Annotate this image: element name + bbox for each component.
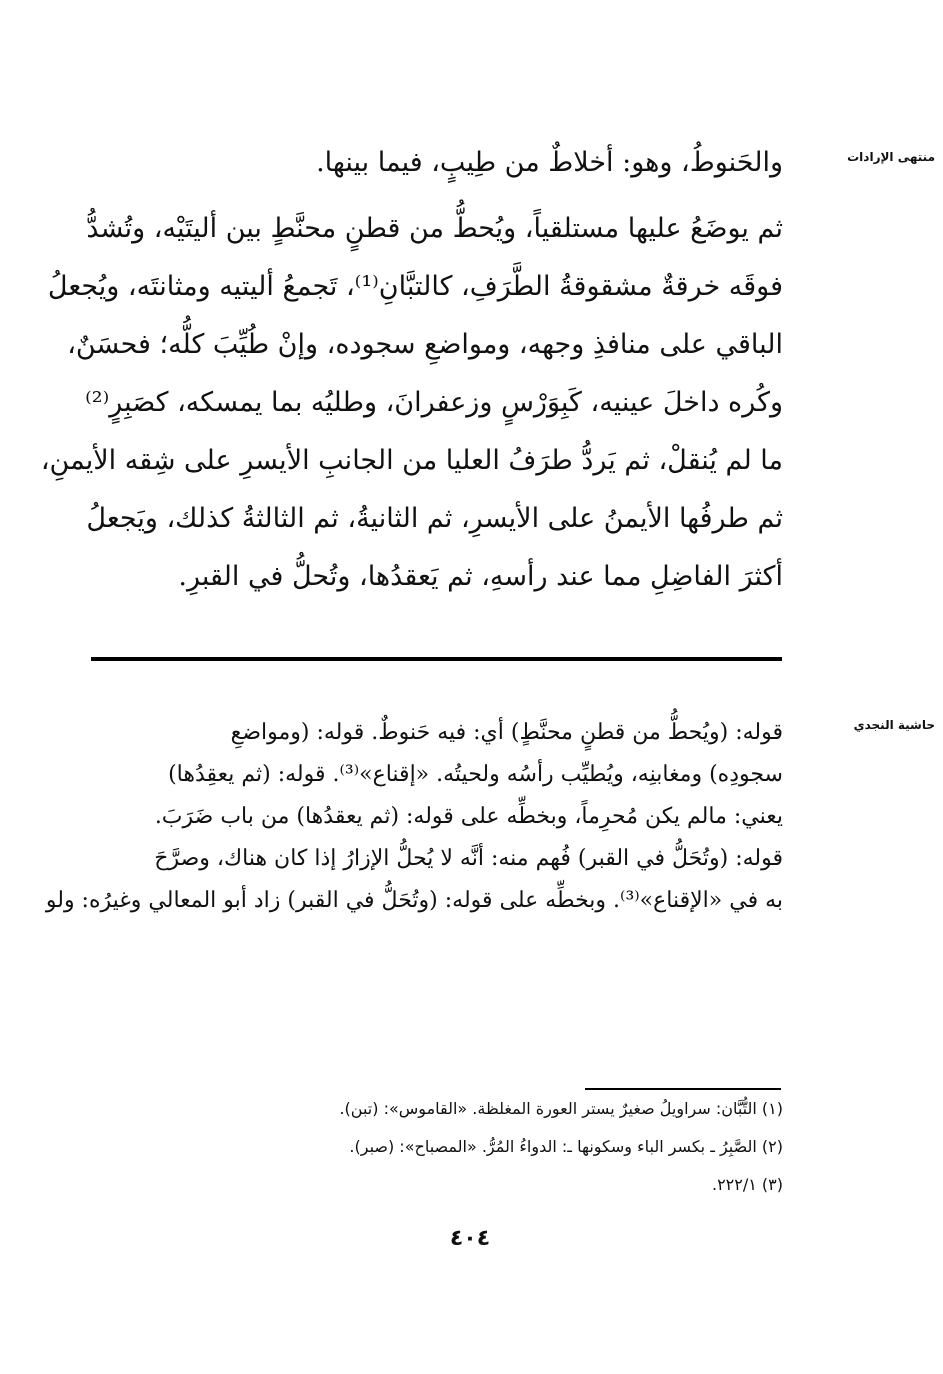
- main-text-line: ثم طرفُها الأيمنُ على الأيسرِ، ثم الثانيةُ، ثم الثالثةُ كذلك، ويَجعلُ: [86, 503, 783, 534]
- margin-label-commentary: حاشية النجدي: [853, 718, 935, 732]
- main-text-block: [40, 134, 783, 606]
- section-divider: [91, 657, 782, 661]
- commentary-line: سجودِه) ومغابنِه، ويُطيِّب رأسُه ولحيتُه. «إقناع»⁽³⁾. قوله: (ثم يعقِدُها): [168, 762, 783, 787]
- main-text-line: ثم يوضَعُ عليها مستلقياً، ويُحطُّ من قطنٍ محنَّطٍ بين أليتَيْه، وتُشدُّ: [86, 213, 783, 244]
- main-text-line: والحَنوطُ، وهو: أخلاطٌ من طِيبٍ، فيما بينها.: [316, 147, 783, 178]
- commentary-line: يعني: مالم يكن مُحرِماً، وبخطِّه على قوله: (ثم يعقدُها) من باب ضَرَبَ.: [154, 804, 783, 829]
- footnote: (٢) الصَّبِرُ ـ بكسر الباء وسكونها ـ: الدواءُ المُرُّ. «المصباح»: (صبر).: [349, 1137, 783, 1156]
- commentary-line: قوله: (ويُحطُّ من قطنٍ محنَّطٍ) أي: فيه حَنوطٌ. قوله: (ومواضعِ: [230, 720, 783, 745]
- main-text-line: أكثرَ الفاضِلِ مما عند رأسهِ، ثم يَعقدُها، وتُحلُّ في القبرِ.: [178, 561, 783, 592]
- main-text-line: ما لم يُنقلْ، ثم يَردُّ طرَفُ العليا من الجانبِ الأيسرِ على شِقه الأيمنِ،: [40, 445, 783, 476]
- footnotes: [163, 1090, 783, 1204]
- footnote: (١) التُّبَّان: سراويلُ صغيرٌ يستر العورة المغلظة. «القاموس»: (تبن).: [339, 1099, 783, 1118]
- commentary-block: [45, 712, 783, 922]
- commentary-line: به في «الإقناع»⁽³⁾. وبخطِّه على قوله: (وتُحَلُّ في القبر) زاد أبو المعالي وغيرُه: ولو: [45, 888, 783, 913]
- main-text-line: وكُره داخلَ عينيه، كَبِوَرْسٍ وزعفرانَ، وطليُه بما يمسكه، كصَبِرٍ⁽²⁾: [85, 387, 783, 418]
- commentary-line: قوله: (وتُحَلُّ في القبر) فُهم منه: أنَّه لا يُحلُّ الإزارُ إذا كان هناك، وصرَّحَ: [154, 846, 783, 871]
- main-text-line: الباقي على منافذِ وجهه، ومواضعِ سجوده، وإنْ طُيِّبَ كلُّه؛ فحسَنٌ،: [67, 329, 783, 360]
- page-number: ٤٠٤: [449, 1226, 491, 1251]
- footnote: (٣) ٢٢٢/١.: [711, 1175, 783, 1194]
- margin-label-book-title: منتهى الإرادات: [847, 150, 935, 164]
- main-text-line: فوقَه خرقةٌ مشقوقةُ الطَّرَفِ، كالتبَّانِ⁽¹⁾، تَجمعُ أليتيه ومثانتَه، ويُجعلُ: [47, 271, 783, 302]
